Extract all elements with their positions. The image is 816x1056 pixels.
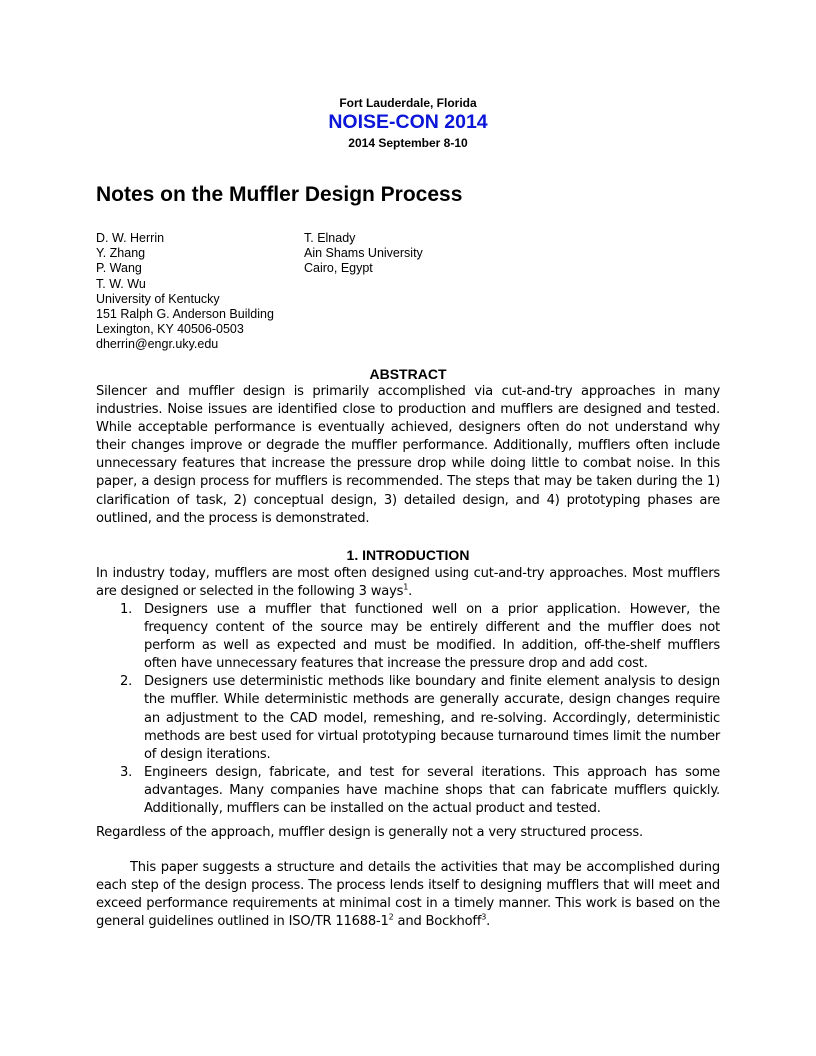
- conference-date: 2014 September 8-10: [348, 136, 468, 150]
- paragraph-text: This paper suggests a structure and details the activities that may be accomplished during each step of the design process. The process lends itself to designing mufflers that will meet and exceed performance requirements at minimal cost in a timely manner. This work is based on the general guidelines outlined in ISO/TR 11688-1: [96, 860, 720, 930]
- author-line: P. Wang: [96, 261, 142, 276]
- structure-paragraph: [96, 859, 720, 931]
- abstract-heading: ABSTRACT: [369, 366, 447, 382]
- list-text: Designers use deterministic methods like boundary and finite element analysis to design the muffler. While deterministic methods are generally accurate, design changes require an adjustment to the CAD model, remeshing, and re-solving. Accordingly, deterministic methods are best used for virtual prototyping because turnaround times limit the number of design iterations.: [144, 674, 720, 762]
- affiliation-line: University of Kentucky: [96, 291, 220, 306]
- paragraph-text: and Bockhoff: [393, 914, 482, 930]
- lead-text: In industry today, mufflers are most often designed using cut-and-try approaches. Most mufflers are designed or selected in the following 3 ways: [96, 566, 720, 600]
- address-line: 151 Ralph G. Anderson Building: [96, 307, 274, 322]
- citation-superscript: 3: [481, 912, 487, 922]
- abstract-text: Silencer and muffler design is primarily accomplished via cut-and-try approaches in many industries. Noise issues are identified close to production and mufflers are designed and tested. While acceptable performance is eventually achieved, designers often do not understand why their changes improve or degrade the muffler performance. Additionally, mufflers often include unnecessary features that increase the pressure drop while doing little to combat noise. In this paper, a design process for mufflers is recommended. The steps that may be taken during the 1) clarification of task, 2) conceptual design, 3) detailed design, and 4) prototyping phases are outlined, and the process is demonstrated.: [96, 384, 720, 526]
- citation-superscript: 1: [403, 582, 409, 592]
- list-number: 2.: [120, 674, 133, 690]
- citation-superscript: 2: [388, 912, 394, 922]
- list-item: [96, 764, 720, 818]
- address-line: Lexington, KY 40506-0503: [96, 322, 244, 337]
- regardless-paragraph: Regardless of the approach, muffler design is generally not a very structured process.: [96, 825, 644, 840]
- authors-left-block: [96, 231, 274, 353]
- author-line: Y. Zhang: [96, 246, 146, 261]
- conference-name: NOISE-CON 2014: [328, 111, 488, 133]
- list-item: [96, 673, 720, 763]
- list-text: Engineers design, fabricate, and test for several iterations. This approach has some advantages. Many companies have machine shops that can fabricate mufflers quickly. Additionally, mufflers can be installed on the actual product and tested.: [144, 764, 720, 817]
- author-line: T. W. Wu: [96, 276, 146, 291]
- lead-end: .: [408, 584, 413, 600]
- introduction-lead: [96, 565, 720, 601]
- authors-right-block: [304, 231, 423, 277]
- list-number: 1.: [120, 602, 133, 617]
- email-line: dherrin@engr.uky.edu: [96, 337, 219, 352]
- list-item: [96, 601, 720, 673]
- paper-title: Notes on the Muffler Design Process: [96, 183, 463, 206]
- affiliation-line: Ain Shams University: [304, 246, 423, 261]
- introduction-list: [96, 601, 720, 818]
- address-line: Cairo, Egypt: [304, 261, 373, 276]
- author-line: T. Elnady: [304, 231, 356, 245]
- conference-location: Fort Lauderdale, Florida: [339, 96, 477, 110]
- introduction-heading: 1. INTRODUCTION: [346, 547, 470, 563]
- author-line: D. W. Herrin: [96, 231, 165, 245]
- list-text: Designers use a muffler that functioned well on a prior application. However, the frequency content of the source may be entirely different and the muffler does not perform as well as expected and must be modified. In addition, off-the-shelf mufflers often have unnecessary features that increase the pressure drop and add cost.: [144, 602, 720, 672]
- list-number: 3.: [120, 764, 133, 780]
- paragraph-end: .: [486, 914, 491, 930]
